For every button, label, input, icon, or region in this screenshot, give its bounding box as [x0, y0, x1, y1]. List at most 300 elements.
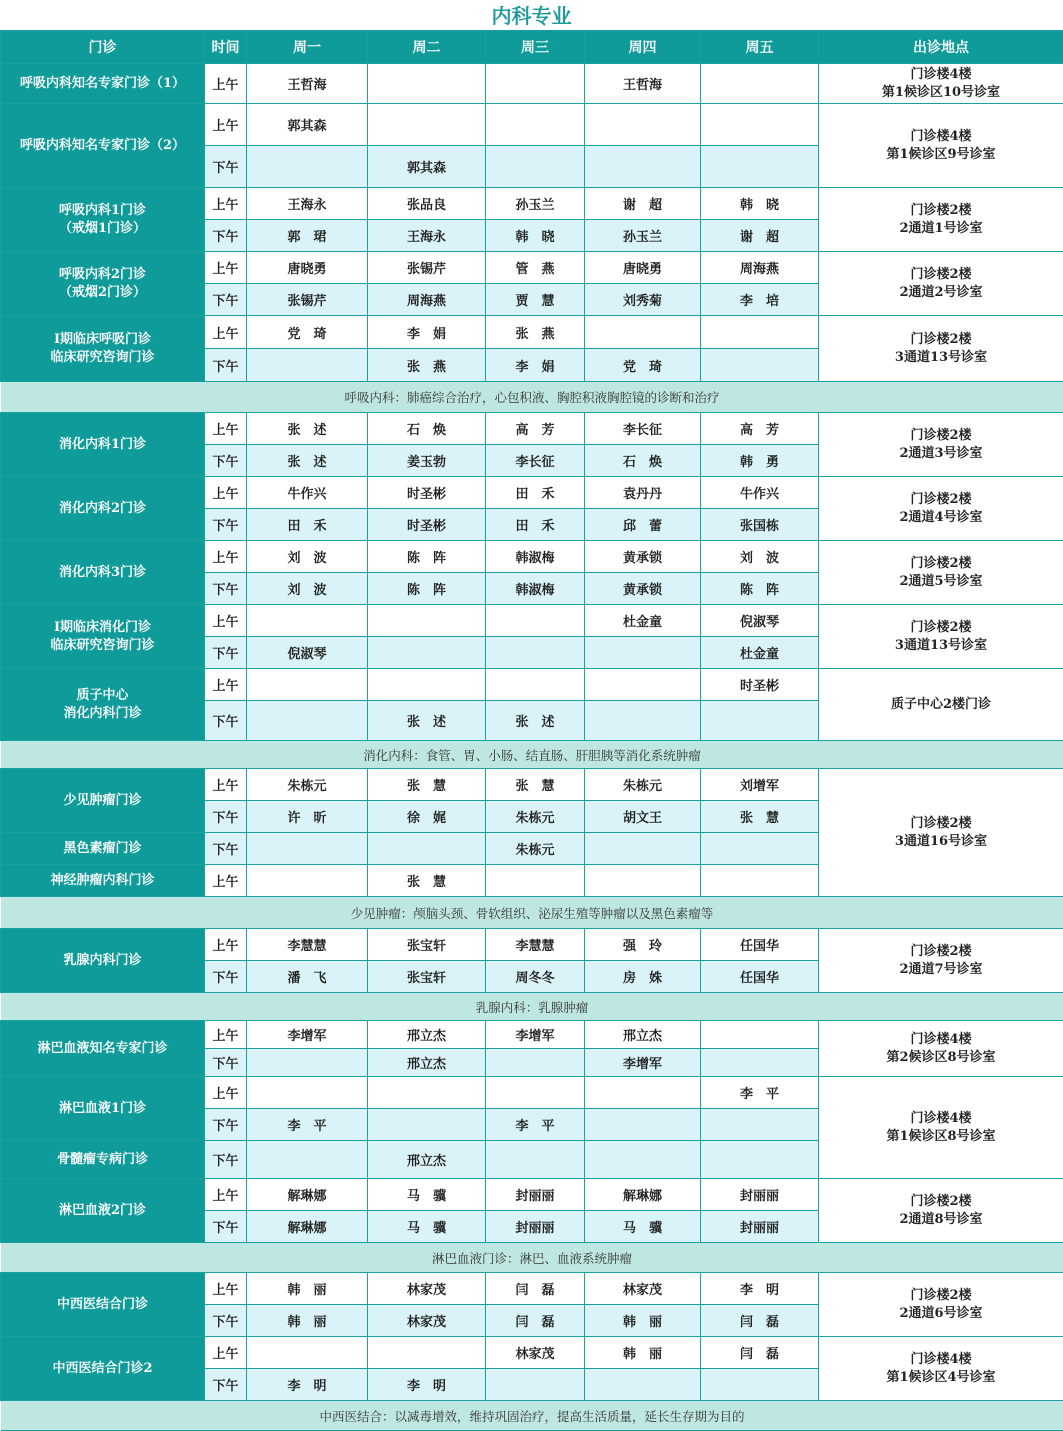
doctor-cell: 周海燕 — [701, 252, 819, 284]
doctor-cell: 唐晓勇 — [247, 252, 368, 284]
note-text: 呼吸内科：肺癌综合治疗，心包积液、胸腔积液胸腔镜的诊断和治疗 — [1, 382, 1063, 413]
clinic-name-line: 淋巴血液2门诊 — [58, 1202, 147, 1218]
doctor-cell: 李 平 — [486, 1109, 585, 1141]
note-row — [1, 1243, 1063, 1273]
time-slot: 上午 — [205, 413, 247, 445]
doctor-cell: 张 述 — [247, 413, 368, 445]
doctor-cell — [701, 1369, 819, 1401]
doctor-cell: 林家茂 — [368, 1305, 486, 1337]
doctor-cell: 封丽丽 — [701, 1179, 819, 1211]
clinic-name — [1, 1179, 205, 1243]
doctor-cell: 韩淑梅 — [486, 541, 585, 573]
location-line: 3通道13号诊室 — [894, 637, 988, 653]
time-slot: 下午 — [205, 349, 247, 382]
note-text: 乳腺内科：乳腺肿瘤 — [1, 993, 1063, 1021]
location-line: 门诊楼4楼 — [910, 1031, 972, 1047]
table-row — [1, 1179, 1063, 1211]
table-row — [1, 104, 1063, 146]
clinic-name-line: 临床研究咨询门诊 — [50, 349, 155, 365]
doctor-cell — [247, 833, 368, 865]
location-cell — [819, 1337, 1063, 1401]
doctor-cell: 林家茂 — [368, 1273, 486, 1305]
clinic-name-line: Ⅰ期临床呼吸门诊 — [53, 331, 152, 347]
doctor-cell: 倪淑琴 — [247, 637, 368, 669]
clinic-name — [1, 1337, 205, 1401]
location-line: 2通道6号诊室 — [899, 1305, 983, 1321]
doctor-cell: 李 明 — [247, 1369, 368, 1401]
doctor-cell — [701, 146, 819, 188]
doctor-cell: 田 禾 — [486, 509, 585, 541]
time-slot: 下午 — [205, 220, 247, 252]
location-cell — [819, 929, 1063, 993]
location-line: 2通道1号诊室 — [899, 220, 983, 236]
doctor-cell — [585, 637, 701, 669]
location-line: 第2候诊区8号诊室 — [886, 1049, 996, 1065]
doctor-cell: 张 述 — [368, 701, 486, 741]
time-slot: 下午 — [205, 1211, 247, 1243]
doctor-cell — [585, 865, 701, 897]
doctor-cell: 张国栋 — [701, 509, 819, 541]
doctor-cell: 邢立杰 — [368, 1141, 486, 1179]
schedule-table — [0, 30, 1063, 1431]
doctor-cell — [486, 104, 585, 146]
doctor-cell: 管 燕 — [486, 252, 585, 284]
doctor-cell — [486, 1141, 585, 1179]
clinic-name-line: 中西医结合门诊 — [56, 1296, 148, 1312]
doctor-cell: 张 慧 — [368, 865, 486, 897]
location-line: 门诊楼2楼 — [910, 266, 972, 282]
clinic-name-line: 消化内科1门诊 — [58, 436, 147, 452]
location-cell — [819, 1273, 1063, 1337]
location-line: 第1候诊区9号诊室 — [886, 146, 996, 162]
doctor-cell: 李 娟 — [368, 316, 486, 349]
clinic-name-line: 质子中心 — [76, 687, 129, 703]
clinic-name-line: 骨髓瘤专病门诊 — [56, 1151, 148, 1167]
doctor-cell: 张宝轩 — [368, 929, 486, 961]
doctor-cell: 解琳娜 — [247, 1179, 368, 1211]
clinic-name-line: 呼吸内科2门诊 — [58, 266, 147, 282]
header-location: 出诊地点 — [819, 31, 1063, 64]
doctor-cell: 张 慧 — [701, 801, 819, 833]
table-row — [1, 605, 1063, 637]
doctor-cell — [486, 637, 585, 669]
location-line: 3通道16号诊室 — [894, 833, 988, 849]
doctor-cell: 刘 波 — [247, 573, 368, 605]
doctor-cell: 任国华 — [701, 929, 819, 961]
table-row — [1, 477, 1063, 509]
doctor-cell: 胡文王 — [585, 801, 701, 833]
table-row — [1, 316, 1063, 349]
doctor-cell: 倪淑琴 — [701, 605, 819, 637]
clinic-name — [1, 669, 205, 741]
time-slot: 下午 — [205, 1109, 247, 1141]
clinic-name — [1, 929, 205, 993]
header-row — [1, 31, 1063, 64]
time-slot: 上午 — [205, 769, 247, 801]
doctor-cell: 许 昕 — [247, 801, 368, 833]
clinic-name — [1, 1021, 205, 1077]
header-clinic: 门诊 — [1, 31, 205, 64]
doctor-cell: 邱 蕾 — [585, 509, 701, 541]
doctor-cell: 李慧慧 — [486, 929, 585, 961]
doctor-cell: 闫 磊 — [701, 1337, 819, 1369]
doctor-cell: 孙玉兰 — [486, 188, 585, 220]
doctor-cell — [585, 1077, 701, 1109]
doctor-cell: 牛作兴 — [701, 477, 819, 509]
table-row — [1, 769, 1063, 801]
time-slot: 下午 — [205, 146, 247, 188]
clinic-name — [1, 833, 205, 865]
doctor-cell — [585, 146, 701, 188]
note-text: 少见肿瘤：颅脑头颈、骨软组织、泌尿生殖等肿瘤以及黑色素瘤等 — [1, 897, 1063, 929]
location-line: 门诊楼2楼 — [910, 619, 972, 635]
note-text: 中西医结合：以减毒增效，维持巩固治疗，提高生活质量，延长生存期为目的 — [1, 1401, 1063, 1431]
doctor-cell — [585, 669, 701, 701]
doctor-cell — [701, 1049, 819, 1077]
doctor-cell: 陈 阵 — [368, 541, 486, 573]
table-row — [1, 1021, 1063, 1049]
doctor-cell: 张 燕 — [368, 349, 486, 382]
doctor-cell: 袁丹丹 — [585, 477, 701, 509]
doctor-cell: 韩 丽 — [585, 1337, 701, 1369]
header-mon: 周一 — [247, 31, 368, 64]
doctor-cell: 朱栋元 — [486, 833, 585, 865]
doctor-cell — [585, 104, 701, 146]
doctor-cell: 田 禾 — [486, 477, 585, 509]
doctor-cell: 强 玲 — [585, 929, 701, 961]
time-slot: 上午 — [205, 1021, 247, 1049]
table-row — [1, 1077, 1063, 1109]
doctor-cell — [701, 1141, 819, 1179]
doctor-cell — [247, 605, 368, 637]
time-slot: 上午 — [205, 1337, 247, 1369]
clinic-name — [1, 605, 205, 669]
time-slot: 上午 — [205, 1273, 247, 1305]
clinic-name — [1, 1077, 205, 1141]
clinic-name — [1, 188, 205, 252]
doctor-cell: 闫 磊 — [486, 1273, 585, 1305]
clinic-name-line: 中西医结合门诊2 — [52, 1360, 153, 1376]
doctor-cell — [701, 104, 819, 146]
header-tue: 周二 — [368, 31, 486, 64]
location-cell — [819, 104, 1063, 188]
schedule-body — [1, 64, 1063, 1431]
time-slot: 下午 — [205, 284, 247, 316]
clinic-name-line: 黑色素瘤门诊 — [63, 840, 142, 856]
doctor-cell: 张 述 — [247, 445, 368, 477]
doctor-cell — [247, 865, 368, 897]
time-slot: 下午 — [205, 701, 247, 741]
time-slot: 下午 — [205, 1305, 247, 1337]
doctor-cell — [368, 64, 486, 104]
time-slot: 下午 — [205, 1369, 247, 1401]
doctor-cell: 邢立杰 — [368, 1021, 486, 1049]
clinic-name — [1, 316, 205, 382]
clinic-name-line: 消化内科2门诊 — [58, 500, 147, 516]
doctor-cell — [247, 701, 368, 741]
doctor-cell: 时圣彬 — [368, 509, 486, 541]
time-slot: 下午 — [205, 573, 247, 605]
doctor-cell: 邢立杰 — [585, 1021, 701, 1049]
doctor-cell: 张 慧 — [486, 769, 585, 801]
location-line: 门诊楼2楼 — [910, 1193, 972, 1209]
location-line: 门诊楼4楼 — [910, 1351, 972, 1367]
table-row — [1, 413, 1063, 445]
doctor-cell — [486, 669, 585, 701]
doctor-cell: 石 焕 — [585, 445, 701, 477]
doctor-cell: 郭其森 — [247, 104, 368, 146]
time-slot: 下午 — [205, 637, 247, 669]
time-slot: 下午 — [205, 1141, 247, 1179]
doctor-cell: 周冬冬 — [486, 961, 585, 993]
doctor-cell — [701, 64, 819, 104]
clinic-name-line: Ⅰ期临床消化门诊 — [53, 619, 152, 635]
table-row — [1, 541, 1063, 573]
doctor-cell: 陈 阵 — [368, 573, 486, 605]
doctor-cell — [701, 701, 819, 741]
location-line: 第1候诊区10号诊室 — [881, 84, 1001, 100]
doctor-cell: 房 姝 — [585, 961, 701, 993]
time-slot: 上午 — [205, 865, 247, 897]
location-line: 第1候诊区8号诊室 — [886, 1128, 996, 1144]
doctor-cell: 周海燕 — [368, 284, 486, 316]
doctor-cell: 高 芳 — [701, 413, 819, 445]
doctor-cell: 李 平 — [247, 1109, 368, 1141]
doctor-cell — [368, 104, 486, 146]
clinic-name-line: 消化内科3门诊 — [58, 564, 147, 580]
doctor-cell: 张 述 — [486, 701, 585, 741]
header-thu: 周四 — [585, 31, 701, 64]
location-cell — [819, 1179, 1063, 1243]
time-slot: 上午 — [205, 252, 247, 284]
doctor-cell: 韩 晓 — [486, 220, 585, 252]
clinic-name-line: 呼吸内科知名专家门诊（2） — [19, 137, 186, 153]
time-slot: 下午 — [205, 833, 247, 865]
doctor-cell: 党 琦 — [585, 349, 701, 382]
clinic-name — [1, 413, 205, 477]
note-text: 消化内科：食管、胃、小肠、结直肠、肝胆胰等消化系统肿瘤 — [1, 741, 1063, 769]
clinic-name — [1, 541, 205, 605]
doctor-cell — [486, 1369, 585, 1401]
time-slot: 下午 — [205, 961, 247, 993]
time-slot: 上午 — [205, 188, 247, 220]
time-slot: 下午 — [205, 1049, 247, 1077]
time-slot: 上午 — [205, 104, 247, 146]
clinic-name — [1, 477, 205, 541]
location-line: 2通道8号诊室 — [899, 1211, 983, 1227]
doctor-cell: 李 培 — [701, 284, 819, 316]
doctor-cell: 李增军 — [585, 1049, 701, 1077]
doctor-cell — [368, 637, 486, 669]
clinic-name-line: 少见肿瘤门诊 — [63, 792, 142, 808]
doctor-cell: 朱栋元 — [585, 769, 701, 801]
location-line: 门诊楼2楼 — [910, 491, 972, 507]
doctor-cell — [247, 1049, 368, 1077]
doctor-cell: 朱栋元 — [247, 769, 368, 801]
doctor-cell — [486, 1049, 585, 1077]
table-row — [1, 1273, 1063, 1305]
note-row — [1, 897, 1063, 929]
location-line: 2通道7号诊室 — [899, 961, 983, 977]
doctor-cell: 韩 丽 — [247, 1305, 368, 1337]
clinic-name-line: 乳腺内科门诊 — [63, 952, 142, 968]
doctor-cell — [486, 865, 585, 897]
doctor-cell — [585, 833, 701, 865]
doctor-cell — [247, 1077, 368, 1109]
location-cell — [819, 64, 1063, 104]
note-row — [1, 1401, 1063, 1431]
doctor-cell: 王海永 — [368, 220, 486, 252]
doctor-cell: 李 明 — [368, 1369, 486, 1401]
doctor-cell: 党 琦 — [247, 316, 368, 349]
doctor-cell: 姜玉勃 — [368, 445, 486, 477]
table-row — [1, 252, 1063, 284]
header-fri: 周五 — [701, 31, 819, 64]
doctor-cell: 解琳娜 — [585, 1179, 701, 1211]
doctor-cell: 李增军 — [486, 1021, 585, 1049]
location-line: 门诊楼2楼 — [910, 202, 972, 218]
location-line: 2通道3号诊室 — [899, 445, 983, 461]
doctor-cell: 牛作兴 — [247, 477, 368, 509]
doctor-cell: 潘 飞 — [247, 961, 368, 993]
clinic-name-line: （戒烟1门诊） — [58, 220, 147, 236]
doctor-cell — [368, 1337, 486, 1369]
header-time: 时间 — [205, 31, 247, 64]
doctor-cell — [247, 349, 368, 382]
clinic-name-line: （戒烟2门诊） — [58, 284, 147, 300]
doctor-cell: 刘增军 — [701, 769, 819, 801]
location-cell — [819, 477, 1063, 541]
location-line: 门诊楼2楼 — [910, 943, 972, 959]
doctor-cell: 闫 磊 — [486, 1305, 585, 1337]
doctor-cell: 朱栋元 — [486, 801, 585, 833]
doctor-cell: 郭 珺 — [247, 220, 368, 252]
doctor-cell: 韩 勇 — [701, 445, 819, 477]
doctor-cell — [701, 865, 819, 897]
doctor-cell — [247, 146, 368, 188]
doctor-cell: 张宝轩 — [368, 961, 486, 993]
table-row — [1, 669, 1063, 701]
clinic-name — [1, 104, 205, 188]
note-row — [1, 993, 1063, 1021]
time-slot: 上午 — [205, 541, 247, 573]
location-cell — [819, 413, 1063, 477]
doctor-cell — [247, 1141, 368, 1179]
doctor-cell: 郭其森 — [368, 146, 486, 188]
doctor-cell: 刘 波 — [247, 541, 368, 573]
page-title: 内科专业 — [491, 4, 572, 28]
time-slot: 上午 — [205, 477, 247, 509]
doctor-cell: 黄承锁 — [585, 541, 701, 573]
doctor-cell: 马 骥 — [585, 1211, 701, 1243]
doctor-cell: 马 骥 — [368, 1211, 486, 1243]
doctor-cell: 王哲海 — [247, 64, 368, 104]
doctor-cell — [247, 669, 368, 701]
clinic-name-line: 淋巴血液知名专家门诊 — [37, 1040, 168, 1056]
time-slot: 上午 — [205, 1077, 247, 1109]
time-slot: 上午 — [205, 605, 247, 637]
doctor-cell: 刘秀菊 — [585, 284, 701, 316]
location-line: 门诊楼4楼 — [910, 128, 972, 144]
doctor-cell — [247, 1337, 368, 1369]
doctor-cell: 杜金童 — [701, 637, 819, 669]
doctor-cell: 李 娟 — [486, 349, 585, 382]
doctor-cell — [585, 316, 701, 349]
location-cell — [819, 669, 1063, 741]
note-text: 淋巴血液门诊：淋巴、血液系统肿瘤 — [1, 1243, 1063, 1273]
clinic-name-line: 呼吸内科1门诊 — [58, 202, 147, 218]
location-line: 质子中心2楼门诊 — [890, 696, 992, 712]
doctor-cell — [701, 349, 819, 382]
doctor-cell: 黄承锁 — [585, 573, 701, 605]
doctor-cell — [368, 833, 486, 865]
doctor-cell: 谢 超 — [701, 220, 819, 252]
doctor-cell: 李慧慧 — [247, 929, 368, 961]
table-row — [1, 188, 1063, 220]
location-line: 门诊楼2楼 — [910, 1287, 972, 1303]
clinic-name-line: 淋巴血液1门诊 — [58, 1100, 147, 1116]
location-cell — [819, 1077, 1063, 1179]
location-line: 2通道4号诊室 — [899, 509, 983, 525]
doctor-cell: 韩淑梅 — [486, 573, 585, 605]
table-row — [1, 64, 1063, 104]
time-slot: 上午 — [205, 1179, 247, 1211]
time-slot: 上午 — [205, 669, 247, 701]
table-row — [1, 929, 1063, 961]
time-slot: 上午 — [205, 316, 247, 349]
doctor-cell — [701, 316, 819, 349]
location-line: 门诊楼2楼 — [910, 555, 972, 571]
location-line: 2通道5号诊室 — [899, 573, 983, 589]
doctor-cell — [701, 1109, 819, 1141]
doctor-cell: 徐 娓 — [368, 801, 486, 833]
location-line: 3通道13号诊室 — [894, 349, 988, 365]
doctor-cell: 王海永 — [247, 188, 368, 220]
clinic-name — [1, 64, 205, 104]
doctor-cell: 任国华 — [701, 961, 819, 993]
location-cell — [819, 1021, 1063, 1077]
clinic-name-line: 临床研究咨询门诊 — [50, 637, 155, 653]
doctor-cell: 刘 波 — [701, 541, 819, 573]
location-line: 门诊楼4楼 — [910, 66, 972, 82]
doctor-cell: 时圣彬 — [701, 669, 819, 701]
doctor-cell: 闫 磊 — [701, 1305, 819, 1337]
doctor-cell — [585, 1141, 701, 1179]
doctor-cell: 李长征 — [585, 413, 701, 445]
location-line: 门诊楼2楼 — [910, 427, 972, 443]
doctor-cell — [701, 833, 819, 865]
location-line: 门诊楼2楼 — [910, 815, 972, 831]
doctor-cell: 张锡芹 — [247, 284, 368, 316]
clinic-name-line: 呼吸内科知名专家门诊（1） — [19, 75, 186, 91]
table-row — [1, 1337, 1063, 1369]
doctor-cell: 唐晓勇 — [585, 252, 701, 284]
doctor-cell: 李长征 — [486, 445, 585, 477]
location-line: 门诊楼4楼 — [910, 1110, 972, 1126]
doctor-cell: 封丽丽 — [486, 1179, 585, 1211]
doctor-cell: 田 禾 — [247, 509, 368, 541]
doctor-cell: 韩 丽 — [585, 1305, 701, 1337]
doctor-cell — [701, 1021, 819, 1049]
doctor-cell: 张品良 — [368, 188, 486, 220]
location-cell — [819, 605, 1063, 669]
location-cell — [819, 769, 1063, 897]
doctor-cell: 林家茂 — [486, 1337, 585, 1369]
location-cell — [819, 188, 1063, 252]
clinic-name-line: 消化内科门诊 — [63, 705, 142, 721]
doctor-cell — [486, 64, 585, 104]
clinic-name — [1, 1141, 205, 1179]
